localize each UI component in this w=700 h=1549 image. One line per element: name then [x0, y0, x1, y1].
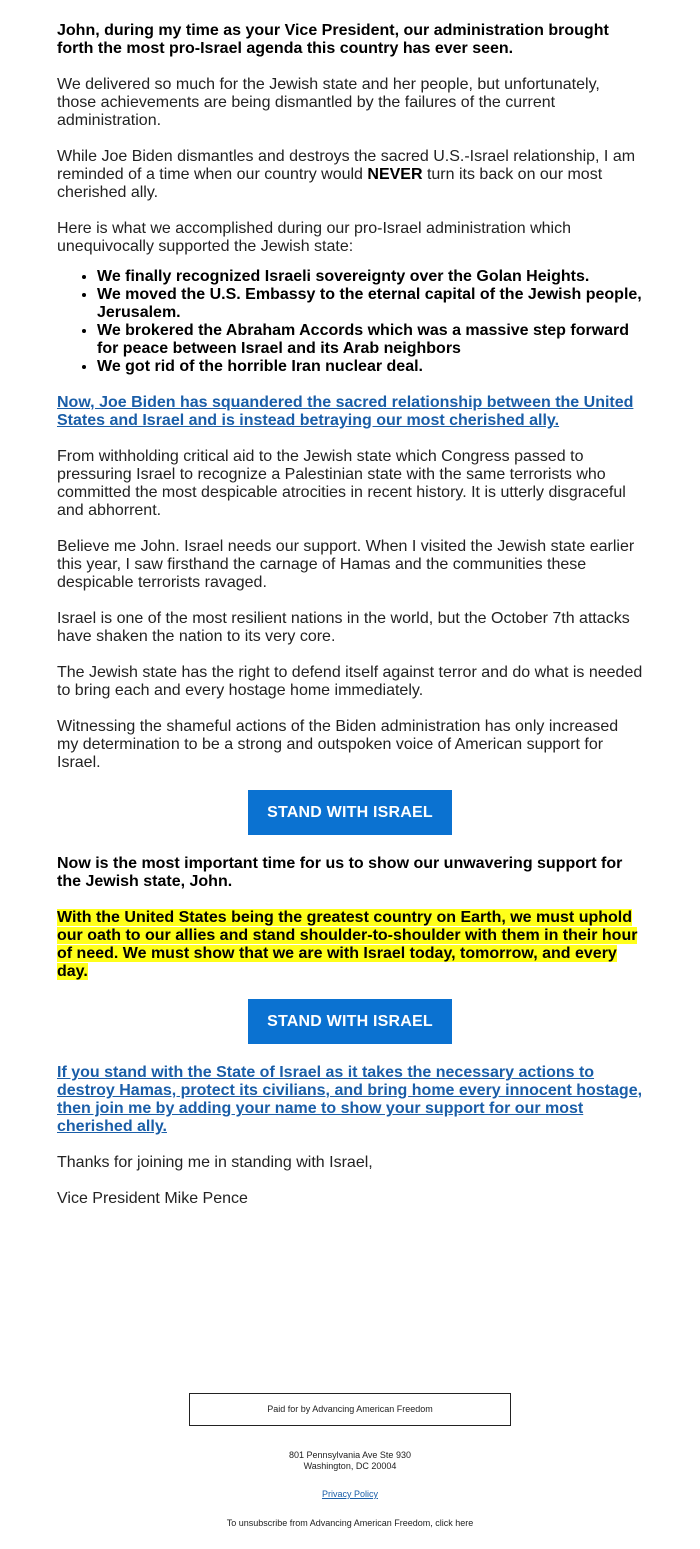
list-item: • We brokered the Abraham Accords which was a massive step forward for peace between Israel and its Arab neighbors	[97, 322, 643, 358]
paragraph-7: The Jewish state has the right to defend itself against terror and do what is needed to bring each and every hostage home immediately.	[57, 664, 643, 699]
betrayal-link[interactable]: Now, Joe Biden has squandered the sacred relationship between the United States and Israel and is instead betraying our most cherished ally.	[57, 394, 634, 429]
paragraph-2-end: turn its back on our most cherished ally.	[57, 166, 603, 201]
highlight-paragraph	[57, 909, 643, 981]
highlighted-text: With the United States being the greatest country on Earth, we must uphold our oath to our allies and stand shoulder-to-shoulder with them in their hour of need. We must show that we are with Israel today, tomorrow, and every day.	[57, 909, 638, 980]
intro-heading: John, during my time as your Vice President, our administration brought forth the most pro-Israel agenda this country has ever seen.	[57, 22, 609, 57]
link-paragraph-2	[57, 1064, 643, 1136]
paid-for-disclaimer: Paid for by Advancing American Freedom	[189, 1393, 511, 1426]
footer	[0, 1393, 700, 1528]
privacy-policy-link[interactable]: Privacy Policy	[321, 1489, 378, 1499]
address-line-1: 801 Pennsylvania Ave Ste 930	[289, 1450, 411, 1460]
paragraph-1: We delivered so much for the Jewish state and her people, but unfortunately, those achievements are being dismantled by the failures of the current administration.	[57, 76, 600, 129]
closing-line: Thanks for joining me in standing with Israel,	[57, 1154, 373, 1171]
unsubscribe-link[interactable]: To unsubscribe from Advancing American Freedom, click here	[226, 1518, 474, 1528]
add-name-link[interactable]: If you stand with the State of Israel as it takes the necessary actions to destroy Hamas, protect its civilians, and bring home every innocent hostage, then join me by adding your name to show your support for our most cherished ally.	[57, 1064, 643, 1135]
link-paragraph-1	[57, 394, 643, 430]
stand-with-israel-button-2[interactable]: STAND WITH ISRAEL	[248, 999, 452, 1044]
paragraph-2	[57, 148, 643, 202]
privacy-row	[0, 1489, 700, 1499]
paragraph-8: Witnessing the shameful actions of the Biden administration has only increased my determination to be a strong and outspoken voice of American support for Israel.	[57, 718, 619, 771]
cta-row-2	[57, 999, 643, 1044]
paragraph-2-start: While Joe Biden dismantles and destroys the sacred U.S.-Israel relationship, I am reminded of a time when our country would	[57, 148, 636, 183]
list-item: • We got rid of the horrible Iran nuclear deal.	[97, 358, 643, 376]
paragraph-3: Here is what we accomplished during our pro-Israel administration which unequivocally supported the Jewish state:	[57, 220, 572, 255]
list-item: • We finally recognized Israeli sovereignty over the Golan Heights.	[97, 268, 643, 286]
list-item: • We moved the U.S. Embassy to the eternal capital of the Jewish people, Jerusalem.	[97, 286, 643, 322]
address-line-2: Washington, DC 20004	[303, 1461, 397, 1471]
email-body	[57, 0, 643, 1208]
paragraph-5: Believe me John. Israel needs our support. When I visited the Jewish state earlier this year, I saw firsthand the carnage of Hamas and the communities these despicable terrorists ravaged.	[57, 538, 635, 591]
paragraph-4: From withholding critical aid to the Jewish state which Congress passed to pressuring Israel to recognize a Palestinian state with the same terrorists who committed the most despicable atrocities in recent history. It is utterly disgraceful and abhorrent.	[57, 448, 626, 519]
cta-row	[57, 790, 643, 835]
bold-paragraph: Now is the most important time for us to show our unwavering support for the Jewish state, John.	[57, 855, 623, 890]
paragraph-6: Israel is one of the most resilient nations in the world, but the October 7th attacks have shaken the nation to its very core.	[57, 610, 630, 645]
signature: Vice President Mike Pence	[57, 1190, 248, 1207]
accomplishments-list	[57, 268, 643, 376]
mailing-address	[0, 1450, 700, 1472]
stand-with-israel-button[interactable]: STAND WITH ISRAEL	[248, 790, 452, 835]
never-emphasis: NEVER	[367, 166, 423, 183]
